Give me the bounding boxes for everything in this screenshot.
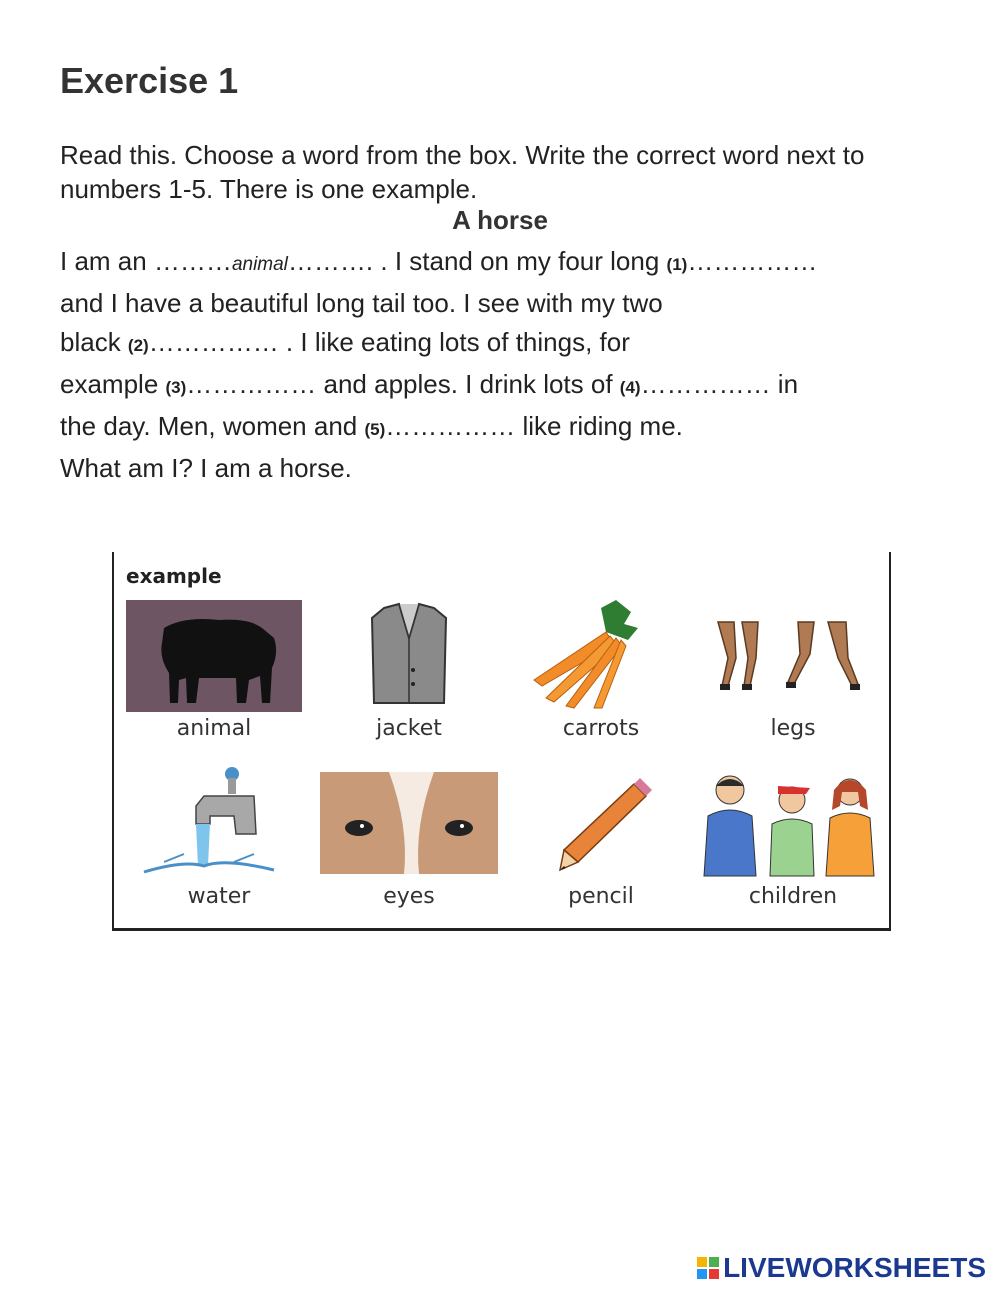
horse-eyes-icon (314, 766, 504, 884)
blank-2[interactable]: …………… . I like eating lots of things, for (148, 327, 630, 357)
exercise-title: Exercise 1 (60, 60, 239, 101)
story-title: A horse (452, 205, 548, 235)
example-label: example (126, 564, 222, 588)
blank-number-1: (1) (666, 255, 688, 274)
story-line-1: I am an ………animal………. . I stand on my four long (1)…………… (60, 246, 818, 276)
story-line-2: and I have a beautiful long tail too. I see with my two (60, 288, 663, 318)
liveworksheets-logo-icon (697, 1257, 719, 1279)
story-line-4: example (3)…………… and apples. I drink lots of (4)…………… in (60, 369, 799, 399)
tap-water-icon (124, 766, 314, 884)
brand-name: LIVEWORKSHEETS (723, 1252, 986, 1283)
word-card-jacket (314, 598, 504, 748)
word-card-animal (124, 598, 314, 748)
word-card-water (124, 766, 314, 916)
pencil-icon (506, 766, 696, 884)
word-label: animal (176, 716, 252, 741)
word-label: jacket (376, 716, 442, 741)
children-icon (698, 766, 888, 884)
word-card-children (698, 766, 888, 916)
word-label: water (187, 884, 251, 909)
carrots-icon (506, 598, 696, 716)
story-line-3: black (2)…………… . I like eating lots of things, for (60, 327, 630, 357)
blank-1[interactable]: …………… (687, 246, 818, 276)
blank-4[interactable]: …………… in (640, 369, 799, 399)
word-card-pencil (506, 766, 696, 916)
blank-3[interactable]: …………… and apples. I drink lots of (186, 369, 620, 399)
horse-legs-icon (698, 598, 888, 716)
blank-number-3: (3) (165, 378, 187, 397)
word-label: eyes (383, 884, 435, 909)
word-card-carrots (506, 598, 696, 748)
story-line-5: the day. Men, women and (5)…………… like riding me. (60, 411, 683, 441)
word-card-eyes (314, 766, 504, 916)
word-label: children (748, 884, 838, 909)
blank-number-2: (2) (127, 336, 149, 355)
instructions: Read this. Choose a word from the box. Write the correct word next to numbers 1-5. There is one example. (60, 140, 865, 204)
word-label: carrots (562, 716, 640, 741)
word-label: legs (770, 716, 816, 741)
word-label: pencil (568, 884, 634, 909)
blank-number-4: (4) (619, 378, 641, 397)
word-box (112, 552, 891, 931)
blank-5[interactable]: …………… like riding me. (385, 411, 683, 441)
word-card-legs (698, 598, 888, 748)
blank-number-5: (5) (364, 420, 386, 439)
example-answer: animal (231, 254, 288, 275)
story-text (60, 242, 960, 488)
jacket-icon (314, 598, 504, 716)
liveworksheets-logo (697, 1252, 986, 1284)
story-line-6: What am I? I am a horse. (60, 453, 352, 483)
buffalo-silhouette-icon (124, 598, 304, 716)
